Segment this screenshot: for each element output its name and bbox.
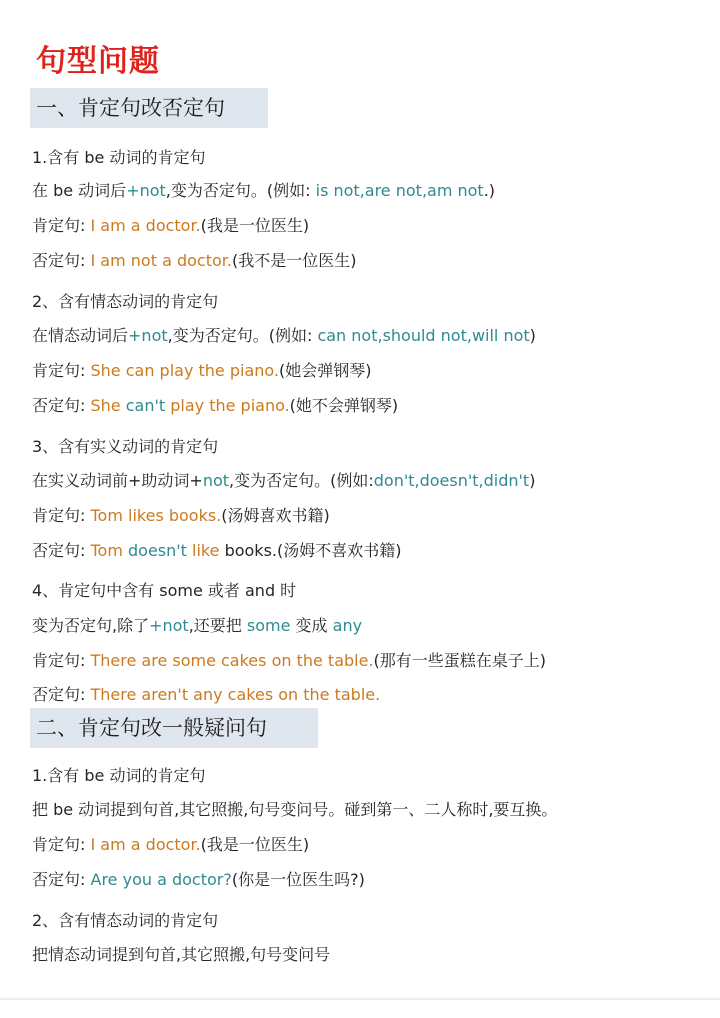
affirmative-example: 肯定句: Tom likes books.(汤姆喜欢书籍) bbox=[32, 506, 330, 525]
section-heading: 二、肯定句改一般疑问句 bbox=[30, 708, 318, 748]
block-subtitle: 2、含有情态动词的肯定句 bbox=[32, 911, 219, 930]
rule-line: 把 be 动词提到句首,其它照搬,句号变问号。碰到第一、二人称时,要互换。 bbox=[32, 800, 558, 819]
rule-line: 把情态动词提到句首,其它照搬,句号变问号 bbox=[32, 945, 331, 964]
block-subtitle: 4、肯定句中含有 some 或者 and 时 bbox=[32, 581, 297, 600]
negative-example: 否定句: She can't play the piano.(她不会弹钢琴) bbox=[32, 396, 399, 415]
negative-example: 否定句: Are you a doctor?(你是一位医生吗?) bbox=[32, 870, 365, 889]
section-heading: 一、肯定句改否定句 bbox=[30, 88, 268, 128]
negative-example: 否定句: I am not a doctor.(我不是一位医生) bbox=[32, 251, 357, 270]
rule-line: 变为否定句,除了+not,还要把 some 变成 any bbox=[32, 616, 363, 635]
affirmative-example: 肯定句: I am a doctor.(我是一位医生) bbox=[32, 216, 310, 235]
affirmative-example: 肯定句: I am a doctor.(我是一位医生) bbox=[32, 835, 310, 854]
block-subtitle: 1.含有 be 动词的肯定句 bbox=[32, 148, 206, 167]
block-subtitle: 2、含有情态动词的肯定句 bbox=[32, 292, 219, 311]
block-subtitle: 3、含有实义动词的肯定句 bbox=[32, 437, 219, 456]
rule-line: 在情态动词后+not,变为否定句。(例如: can not,should not,will not) bbox=[32, 326, 536, 345]
negative-example: 否定句: There aren't any cakes on the table. bbox=[32, 685, 381, 704]
page-title: 句型问题 bbox=[36, 44, 160, 79]
divider bbox=[0, 998, 720, 1000]
affirmative-example: 肯定句: There are some cakes on the table.(那有一些蛋糕在桌子上) bbox=[32, 651, 547, 670]
rule-line: 在实义动词前+助动词+not,变为否定句。(例如:don't,doesn't,didn't) bbox=[32, 471, 536, 490]
affirmative-example: 肯定句: She can play the piano.(她会弹钢琴) bbox=[32, 361, 372, 380]
rule-line: 在 be 动词后+not,变为否定句。(例如: is not,are not,am not.) bbox=[32, 181, 496, 200]
block-subtitle: 1.含有 be 动词的肯定句 bbox=[32, 766, 206, 785]
negative-example: 否定句: Tom doesn't like books.(汤姆不喜欢书籍) bbox=[32, 541, 402, 560]
